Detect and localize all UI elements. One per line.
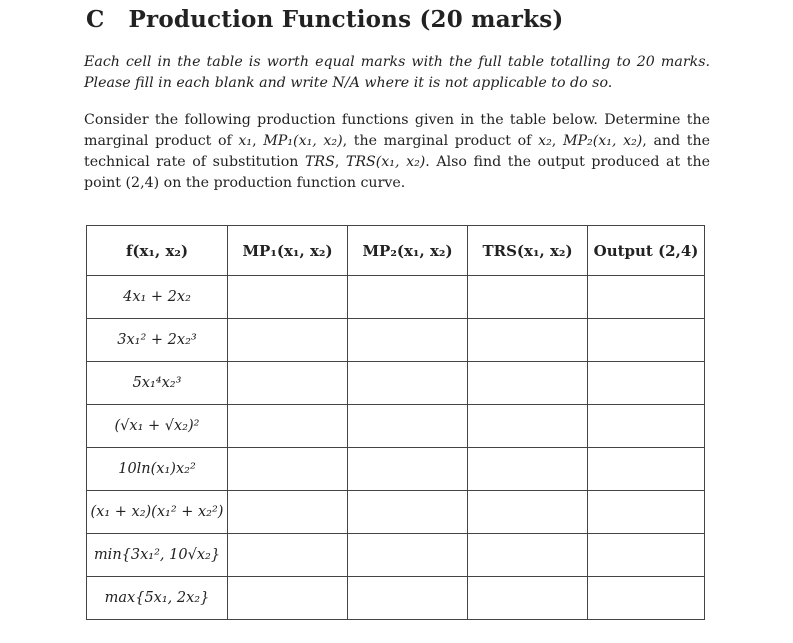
instructions-paragraph: Each cell in the table is worth equal marks with the full table totalling to 20 marks. Please fill in each blank and write N/A where it is not applicable to do so. (84, 54, 710, 91)
trs-answer-cell[interactable] (468, 534, 588, 577)
mp1-answer-cell[interactable] (228, 405, 348, 448)
mp2-answer-cell[interactable] (348, 319, 468, 362)
question-paragraph: Consider the following production functions given in the table below. Determine the marginal product of x₁, MP₁(x₁, x₂), the marginal product of x₂, MP₂(x₁, x₂), and the technical rate of substitution TRS, TRS(x₁, x₂). Also find the output produced at the point (2,4) on the production function curve. (84, 112, 710, 191)
mp2-answer-cell[interactable] (348, 362, 468, 405)
table-row (87, 319, 705, 362)
trs-answer-cell[interactable] (468, 319, 588, 362)
section-letter: C (86, 6, 105, 33)
function-cell: (x₁ + x₂)(x₁² + x₂²) (87, 491, 228, 534)
function-cell: max{5x₁, 2x₂} (87, 577, 228, 620)
function-cell: 3x₁² + 2x₂³ (87, 319, 228, 362)
section-title: Production Functions (20 marks) (128, 6, 564, 33)
production-functions-table (86, 225, 705, 620)
trs-answer-cell[interactable] (468, 276, 588, 319)
mp2-answer-cell[interactable] (348, 448, 468, 491)
table-row (87, 448, 705, 491)
mp1-answer-cell[interactable] (228, 362, 348, 405)
header-trs: TRS(x₁, x₂) (468, 226, 588, 276)
mp1-answer-cell[interactable] (228, 448, 348, 491)
table-row (87, 362, 705, 405)
header-mp2: MP₂(x₁, x₂) (348, 226, 468, 276)
mp1-answer-cell[interactable] (228, 491, 348, 534)
output-answer-cell[interactable] (588, 319, 705, 362)
section-heading (86, 6, 563, 33)
mp1-answer-cell[interactable] (228, 276, 348, 319)
header-function: f(x₁, x₂) (87, 226, 228, 276)
output-answer-cell[interactable] (588, 448, 705, 491)
output-answer-cell[interactable] (588, 491, 705, 534)
output-answer-cell[interactable] (588, 577, 705, 620)
table-row (87, 405, 705, 448)
trs-answer-cell[interactable] (468, 448, 588, 491)
output-answer-cell[interactable] (588, 276, 705, 319)
trs-answer-cell[interactable] (468, 577, 588, 620)
mp1-answer-cell[interactable] (228, 577, 348, 620)
output-answer-cell[interactable] (588, 405, 705, 448)
mp1-answer-cell[interactable] (228, 534, 348, 577)
trs-answer-cell[interactable] (468, 491, 588, 534)
table-row (87, 276, 705, 319)
mp1-answer-cell[interactable] (228, 319, 348, 362)
table-row (87, 577, 705, 620)
mp2-answer-cell[interactable] (348, 534, 468, 577)
mp2-answer-cell[interactable] (348, 491, 468, 534)
table-row (87, 534, 705, 577)
function-cell: (√x₁ + √x₂)² (87, 405, 228, 448)
function-cell: min{3x₁², 10√x₂} (87, 534, 228, 577)
mp2-answer-cell[interactable] (348, 405, 468, 448)
trs-answer-cell[interactable] (468, 362, 588, 405)
output-answer-cell[interactable] (588, 362, 705, 405)
header-output: Output (2,4) (588, 226, 705, 276)
header-mp1: MP₁(x₁, x₂) (228, 226, 348, 276)
function-cell: 4x₁ + 2x₂ (87, 276, 228, 319)
output-answer-cell[interactable] (588, 534, 705, 577)
trs-answer-cell[interactable] (468, 405, 588, 448)
function-cell: 5x₁⁴x₂³ (87, 362, 228, 405)
mp2-answer-cell[interactable] (348, 577, 468, 620)
mp2-answer-cell[interactable] (348, 276, 468, 319)
table-row (87, 491, 705, 534)
table-header-row (87, 226, 705, 276)
function-cell: 10ln(x₁)x₂² (87, 448, 228, 491)
